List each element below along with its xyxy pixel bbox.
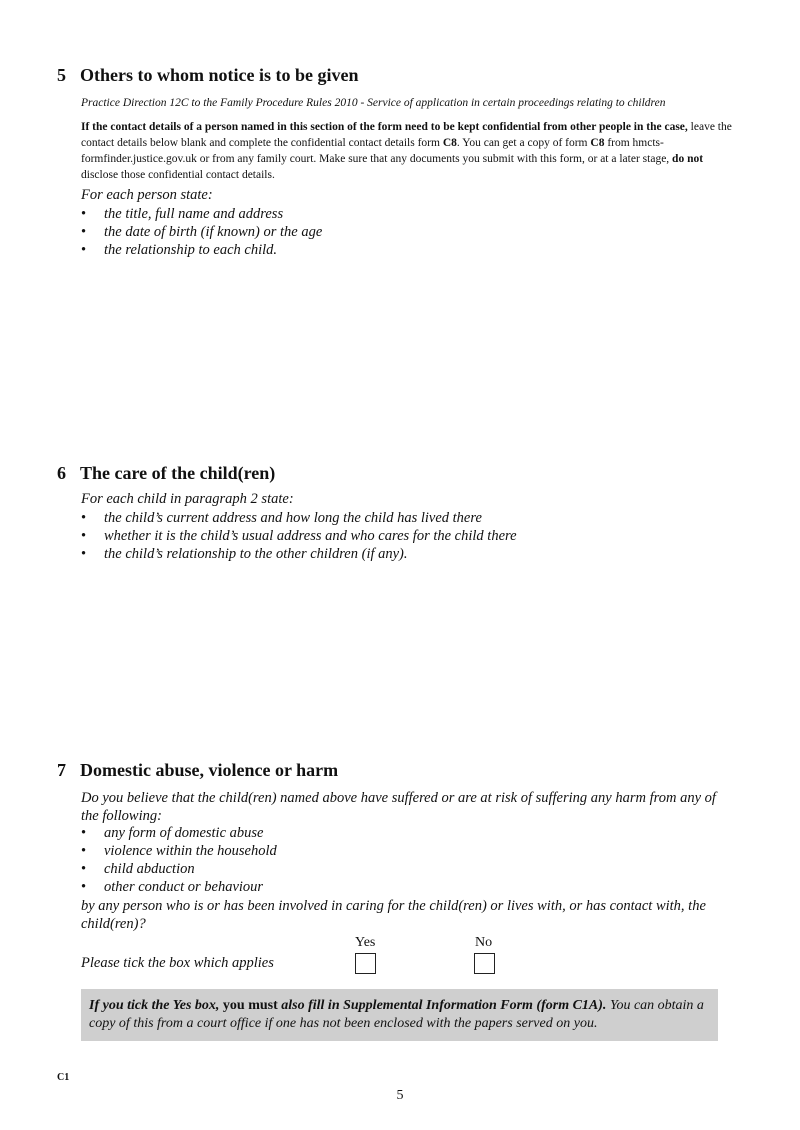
notice-rest: You can obtain a copy of this from a court office if one has not been enclosed with the papers served on you. <box>89 998 704 1031</box>
c1a-notice-box <box>81 989 718 1041</box>
no-label: No <box>475 935 493 950</box>
tick-instruction: Please tick the box which applies <box>81 955 274 971</box>
section-5-bullets <box>81 205 322 259</box>
section-5-title: Others to whom notice is to be given <box>80 65 359 85</box>
section-7-title: Domestic abuse, violence or harm <box>80 760 339 780</box>
notice-you-must: you must <box>219 998 282 1013</box>
section-5-number: 5 <box>57 65 66 85</box>
list-item: • whether it is the child’s usual address and who cares for the child there <box>81 527 517 545</box>
section-6-number: 6 <box>57 463 66 483</box>
page-number: 5 <box>396 1088 404 1103</box>
no-checkbox[interactable] <box>474 953 495 974</box>
form-code: C1 <box>57 1072 70 1083</box>
notice-yes-box: If you tick the Yes box, <box>89 998 220 1013</box>
list-item: • the title, full name and address <box>81 205 322 223</box>
confidentiality-notice <box>81 119 741 183</box>
section-6-title: The care of the child(ren) <box>80 463 276 483</box>
section-7-number: 7 <box>57 760 66 780</box>
list-item: • violence within the household <box>81 842 277 860</box>
do-not-emphasis: do not <box>672 153 704 165</box>
list-item: • the date of birth (if known) or the age <box>81 223 322 241</box>
list-item: • the child’s current address and how long the child has lived there <box>81 509 517 527</box>
confidentiality-text-b: . You can get a copy of form <box>456 137 591 149</box>
form-c8-ref-2: C8 <box>590 137 605 149</box>
list-item: • child abduction <box>81 860 277 878</box>
list-item: • the relationship to each child. <box>81 241 322 259</box>
list-item: • other conduct or behaviour <box>81 878 277 896</box>
yes-label: Yes <box>355 935 376 950</box>
section-7-question-end: by any person who is or has been involved in caring for the child(ren) or lives with, or has contact with, the child(ren)? <box>81 898 706 932</box>
confidentiality-text-d: disclose those confidential contact details. <box>81 169 275 181</box>
list-item: • any form of domestic abuse <box>81 824 277 842</box>
confidentiality-text-c: from hmcts-formfinder.justice.gov.uk or from any family court. Make sure that any documents you submit with this form, or at a later stage, <box>81 137 673 165</box>
list-item: • the child’s relationship to the other children (if any). <box>81 545 517 563</box>
yes-checkbox[interactable] <box>355 953 376 974</box>
section-6-lead: For each child in paragraph 2 state: <box>81 491 294 507</box>
confidentiality-intro: If the contact details of a person named in this section of the form need to be kept confidential from other people in the case, <box>81 121 688 133</box>
section-7-bullets <box>81 824 277 896</box>
section-7-question: Do you believe that the child(ren) named above have suffered or are at risk of suffering any harm from any of the following: <box>81 790 716 824</box>
section-6-bullets <box>81 509 517 563</box>
practice-direction-note: Practice Direction 12C to the Family Procedure Rules 2010 - Service of application in certain proceedings relating to children <box>81 97 666 109</box>
form-c8-ref: C8 <box>442 137 457 149</box>
section-5-lead: For each person state: <box>81 187 213 203</box>
notice-form-c1a: also fill in Supplemental Information Form (form C1A). <box>281 998 607 1013</box>
confidentiality-text-a: leave the contact details below blank and complete the confidential contact details form <box>81 121 732 149</box>
